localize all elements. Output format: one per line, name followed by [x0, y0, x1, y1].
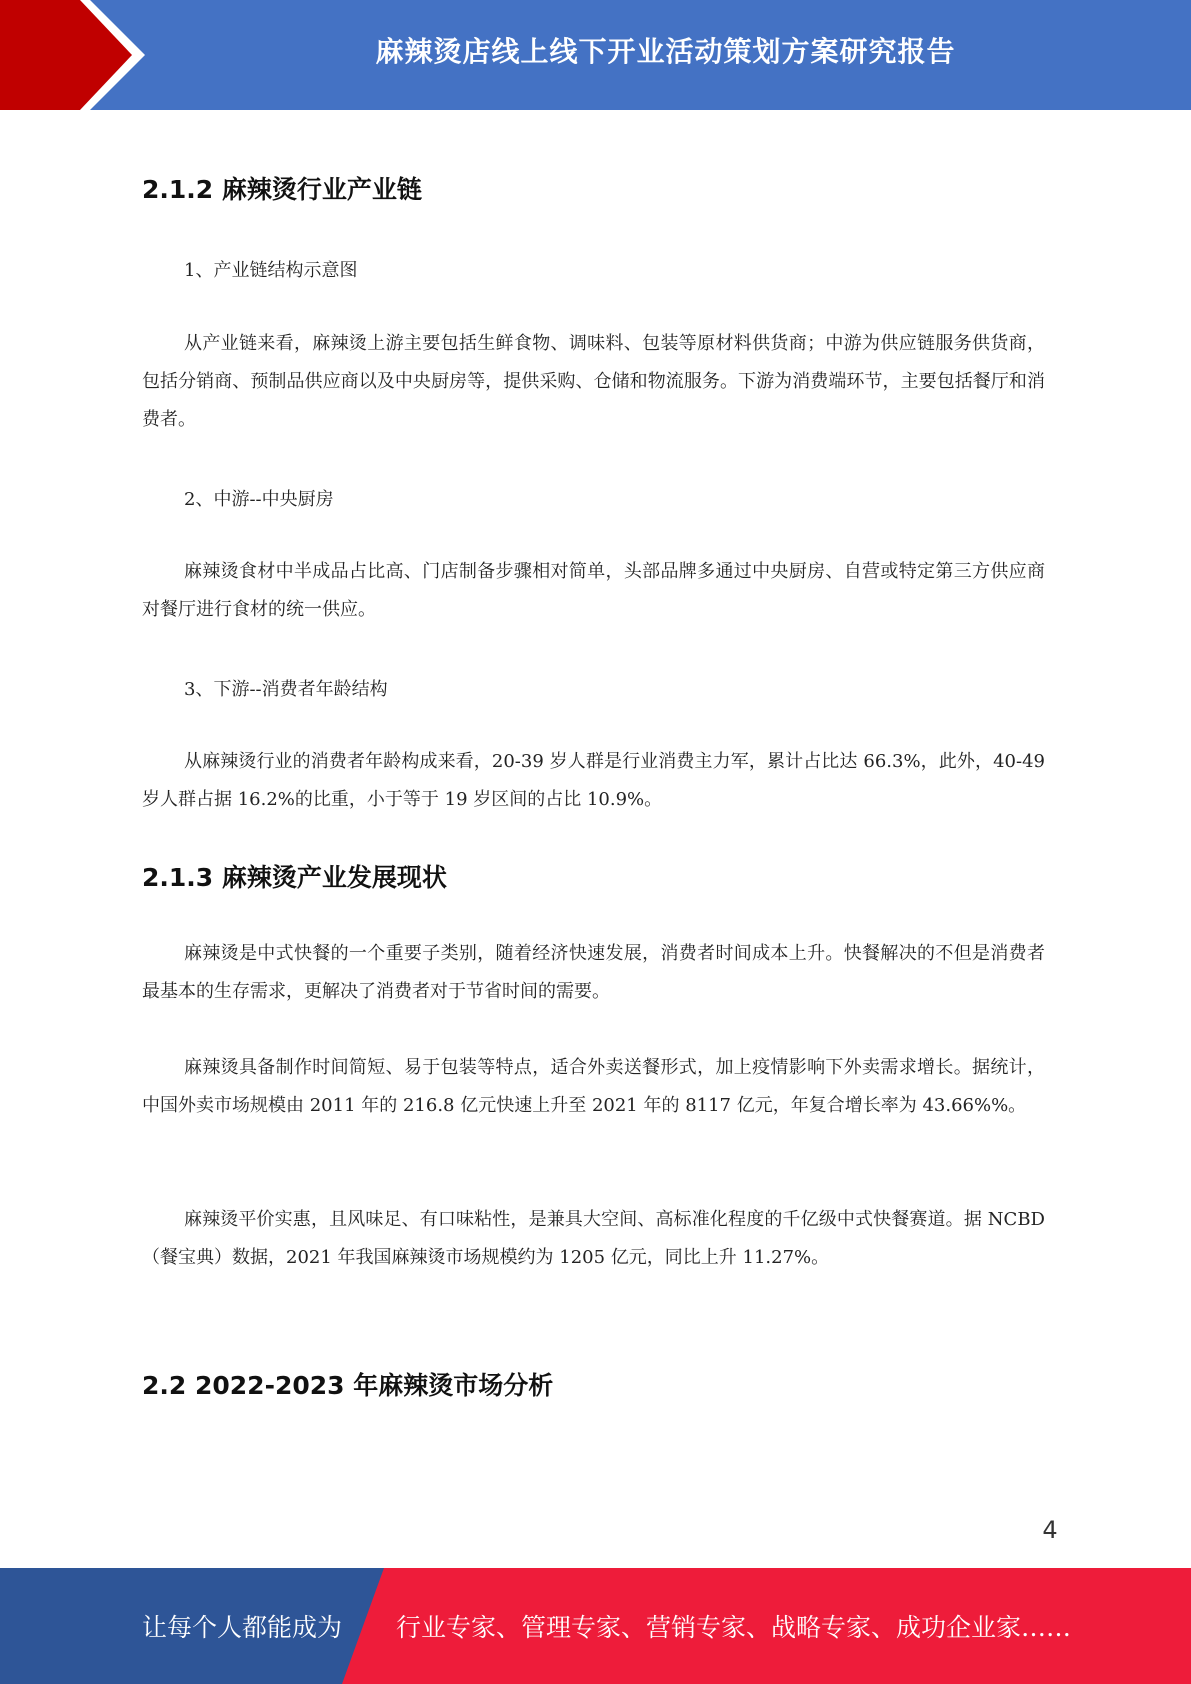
- red-chevron-logo: [0, 0, 160, 110]
- page-number: 4: [1042, 1516, 1058, 1544]
- section-heading-2-1-3: 2.1.3 麻辣烫产业发展现状: [142, 863, 447, 892]
- paragraph: 从产业链来看，麻辣烫上游主要包括生鲜食物、调味料、包装等原材料供货商；中游为供应链服务供货商，包括分销商、预制品供应商以及中央厨房等，提供采购、仓储和物流服务。下游为消费端环节，主要包括餐厅和消费者。: [142, 333, 1045, 430]
- paragraph: 从麻辣烫行业的消费者年龄构成来看，20-39 岁人群是行业消费主力军，累计占比达 66.3%，此外，40-49 岁人群占据 16.2%的比重，小于等于 19 岁区间的占比 10.9%。: [142, 751, 1045, 810]
- section-heading-2-2: 2.2 2022-2023 年麻辣烫市场分析: [142, 1371, 554, 1400]
- paragraph: 麻辣烫具备制作时间简短、易于包装等特点，适合外卖送餐形式，加上疫情影响下外卖需求增长。据统计，中国外卖市场规模由 2011 年的 216.8 亿元快速上升至 2021 年的 8117 亿元，年复合增长率为 43.66%%。: [142, 1057, 1045, 1116]
- list-item-2: 2、中游--中央厨房: [184, 489, 334, 510]
- list-item-3: 3、下游--消费者年龄结构: [184, 679, 388, 700]
- header-banner: [0, 0, 1191, 110]
- paragraph: 麻辣烫食材中半成品占比高、门店制备步骤相对简单，头部品牌多通过中央厨房、自营或特定第三方供应商对餐厅进行食材的统一供应。: [142, 561, 1045, 620]
- paragraph: 麻辣烫是中式快餐的一个重要子类别，随着经济快速发展，消费者时间成本上升。快餐解决的不但是消费者最基本的生存需求，更解决了消费者对于节省时间的需要。: [142, 943, 1045, 1002]
- report-title: 麻辣烫店线上线下开业活动策划方案研究报告: [375, 35, 956, 68]
- paragraph: 麻辣烫平价实惠，且风味足、有口味粘性，是兼具大空间、高标准化程度的千亿级中式快餐赛道。据 NCBD（餐宝典）数据，2021 年我国麻辣烫市场规模约为 1205 亿元，同比上升 11.27%。: [142, 1209, 1045, 1268]
- footer-slogan-left: 让每个人都能成为: [142, 1613, 343, 1642]
- section-heading-2-1-2: 2.1.2 麻辣烫行业产业链: [142, 175, 422, 204]
- footer-banner: [0, 1568, 1191, 1684]
- list-item-1: 1、产业链结构示意图: [184, 260, 358, 281]
- footer-slogan-right: 行业专家、管理专家、营销专家、战略专家、成功企业家……: [396, 1613, 1072, 1642]
